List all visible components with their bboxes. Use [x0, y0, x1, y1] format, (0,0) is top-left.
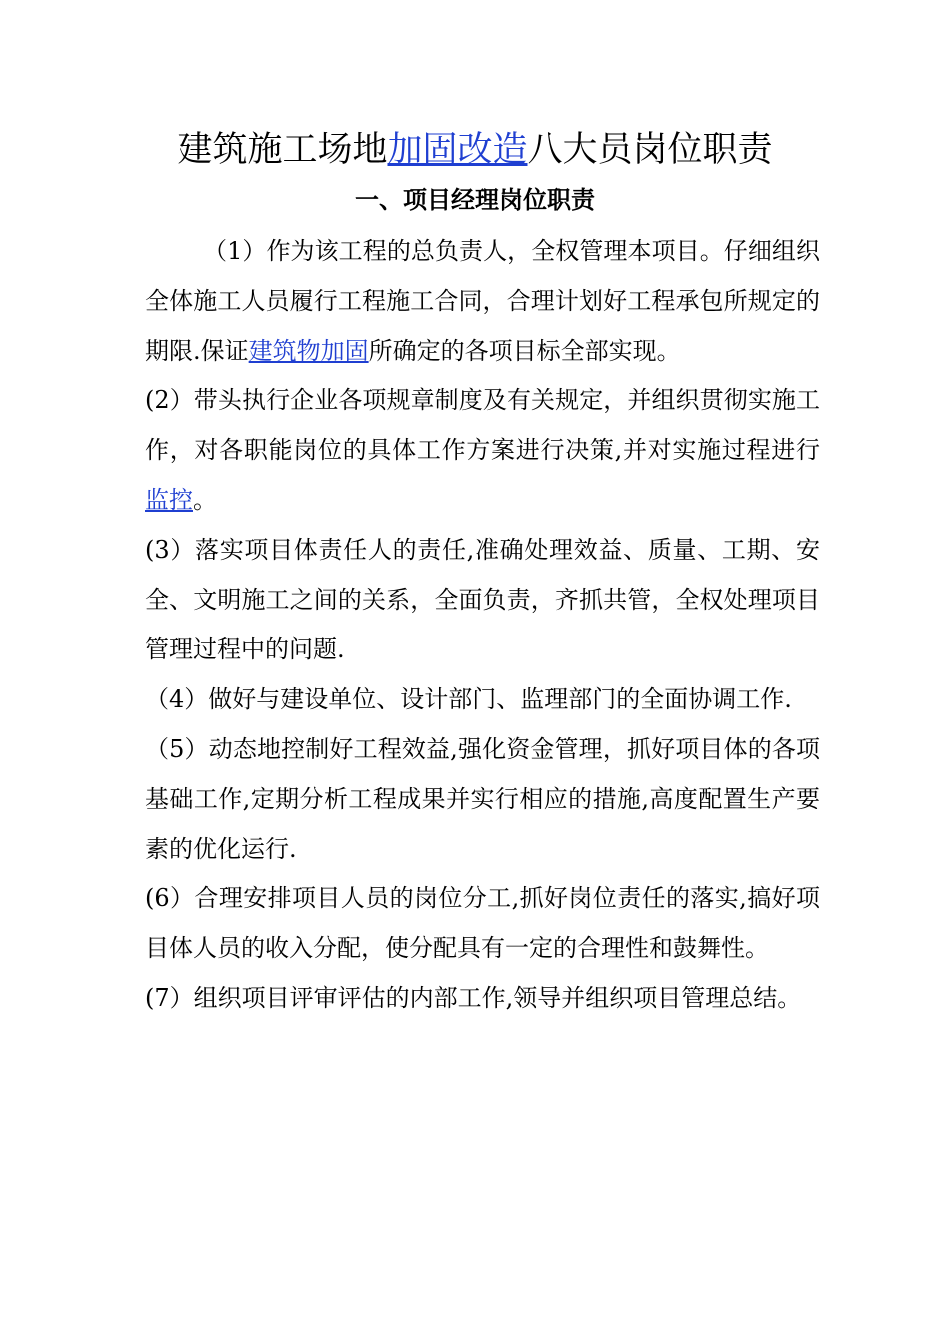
paragraph-4: （4）做好与建设单位、设计部门、监理部门的全面协调工作. — [145, 685, 792, 714]
paragraph-5: （5）动态地控制好工程效益,强化资金管理，抓好项目体的各项基础工作,定期分析工程成果并实行相应的措施,高度配置生产要素的优化运行. — [145, 734, 820, 863]
paragraph-2-text-start: (2）带头执行企业各项规章制度及有关规定，并组织贯彻实施工作，对各职能岗位的具体工作方案进行决策,并对实施过程进行 — [145, 386, 820, 465]
paragraph-1 — [145, 227, 820, 376]
paragraph-3: (3）落实项目体责任人的责任,准确处理效益、质量、工期、安全、文明施工之间的关系，全面负责，齐抓共管，全权处理项目管理过程中的问题. — [145, 535, 820, 664]
title-text-end: 八大员岗位职责 — [527, 130, 773, 170]
paragraph-7: (7）组织项目评审评估的内部工作,领导并组织项目管理总结。 — [145, 983, 802, 1012]
paragraph-1-text-end: 所确定的各项目标全部实现。 — [368, 336, 681, 365]
document-body — [145, 227, 820, 1024]
title-text-start: 建筑施工场地 — [177, 130, 388, 170]
link-monitoring[interactable]: 监控 — [145, 485, 193, 514]
paragraph-2 — [145, 376, 820, 525]
document-title — [0, 124, 950, 176]
section-heading: 一、项目经理岗位职责 — [355, 186, 595, 214]
paragraph-1-text-start: （1）作为该工程的总负责人，全权管理本项目。仔细组织全体施工人员履行工程施工合同，合理计划好工程承包所规定的期限.保证 — [145, 237, 820, 365]
paragraph-6: (6）合理安排项目人员的岗位分工,抓好岗位责任的落实,搞好项目体人员的收入分配，使分配具有一定的合理性和鼓舞性。 — [145, 884, 820, 963]
title-link-reinforcement[interactable]: 加固改造 — [387, 130, 528, 170]
paragraph-2-text-end: 。 — [193, 485, 217, 514]
link-building-reinforcement[interactable]: 建筑物加固 — [248, 336, 369, 365]
